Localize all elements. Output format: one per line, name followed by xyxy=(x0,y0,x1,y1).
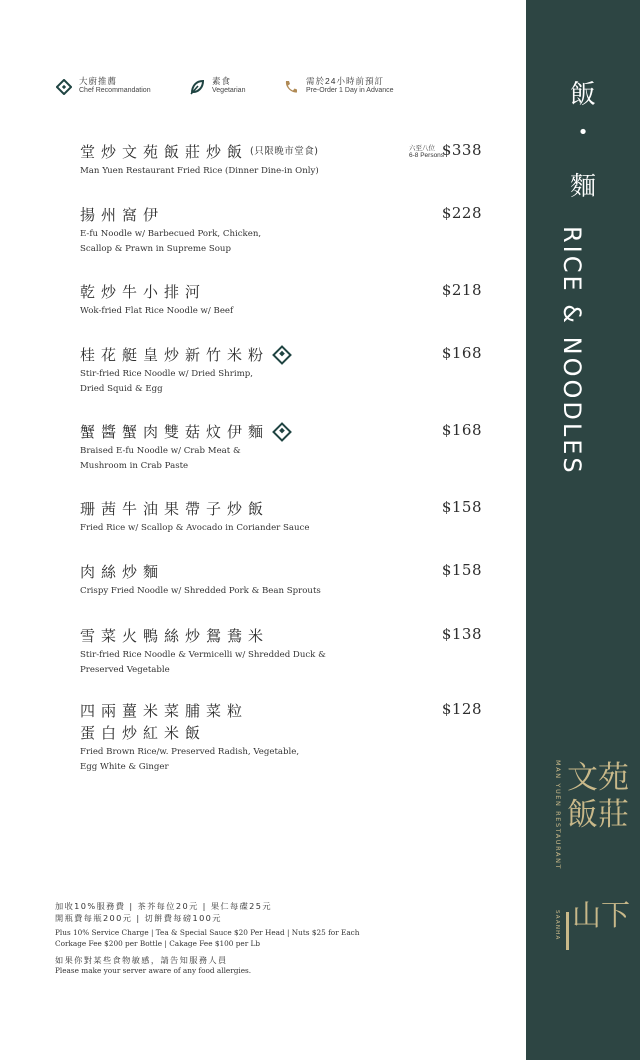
service-charge-en: Plus 10% Service Charge | Tea & Special Sauce $20 Per Head | Nuts $25 for Each xyxy=(55,928,360,937)
dish-price: $158 xyxy=(441,561,482,579)
dish-name-en: Scallop & Prawn in Supreme Soup xyxy=(80,244,231,254)
dish-name-en: Mushroom in Crab Paste xyxy=(80,461,189,471)
allergy-zh: 如果你對某些食物敏感，請告知服務人員 xyxy=(55,955,228,965)
dish-name-zh: 珊茜牛油果帶子炒飯 xyxy=(80,500,270,518)
dish-price: $228 xyxy=(441,204,482,222)
brand-zh: 文苑飯莊 xyxy=(567,760,629,833)
dish-name-en: Man Yuen Restaurant Fried Rice (Dinner Dine-in Only) xyxy=(80,166,319,176)
dish-name-zh: 雪菜火鴨絲炒鴛鴦米 xyxy=(80,627,270,645)
category-dot: • xyxy=(577,122,589,143)
menu-item xyxy=(80,498,482,536)
dish-price: $338 xyxy=(441,141,482,159)
brand-sub-zh: 山下 xyxy=(571,898,630,932)
leaf-icon xyxy=(188,78,206,96)
legend-chef-en: Chef Recommandation xyxy=(79,87,151,94)
legend-preorder-en: Pre-Order 1 Day in Advance xyxy=(306,87,394,94)
dish-price: $168 xyxy=(441,344,482,362)
dish-price: $138 xyxy=(441,625,482,643)
menu-item xyxy=(80,561,482,599)
menu-item xyxy=(80,141,482,179)
dish-price: $168 xyxy=(441,421,482,439)
service-charge-zh: 加收10%服務費 | 茶芥每位20元 | 果仁每碟25元 xyxy=(55,901,272,911)
brand-en: MAN YUEN RESTAURANT xyxy=(554,760,562,871)
dish-name-en: Stir-fried Rice Noodle w/ Dried Shrimp, xyxy=(80,369,253,379)
category-panel xyxy=(526,0,640,1060)
dish-name-en: Braised E-fu Noodle w/ Crab Meat & xyxy=(80,446,241,456)
legend-chef xyxy=(55,76,151,96)
menu-item xyxy=(80,344,482,397)
menu-item xyxy=(80,204,482,257)
persons-note xyxy=(409,145,444,159)
chef-recommend-icon xyxy=(272,422,292,442)
legend-veg-en: Vegetarian xyxy=(212,87,246,94)
menu-item xyxy=(80,421,482,474)
category-zh-noodle: 麵 xyxy=(569,172,596,202)
dish-name-zh: 肉絲炒麵 xyxy=(80,563,165,581)
dish-name-zh: 桂花艇皇炒新竹米粉 xyxy=(80,346,270,364)
dish-name-en: Stir-fried Rice Noodle & Vermicelli w/ Shredded Duck & xyxy=(80,650,326,660)
dish-name-zh: 揚州窩伊 xyxy=(80,206,165,224)
legend-vegetarian xyxy=(188,76,245,96)
dish-price: $128 xyxy=(441,700,482,718)
corkage-zh: 開瓶費每瓶200元 | 切餅費每磅100元 xyxy=(55,913,222,923)
category-zh-rice: 飯 xyxy=(569,80,596,110)
dish-name-en: Preserved Vegetable xyxy=(80,665,170,675)
menu-item xyxy=(80,281,482,319)
legend-preorder-zh: 需於24小時前預訂 xyxy=(306,76,384,86)
dish-name-zh: 蟹醬蟹肉雙菇炆伊麵 xyxy=(80,423,270,441)
category-en: RICE & NOODLES xyxy=(558,226,586,476)
dish-note: (只限晚市堂食) xyxy=(250,146,319,157)
dish-name-en: Dried Squid & Egg xyxy=(80,384,163,394)
persons-zh: 六至八位 xyxy=(409,145,435,152)
dish-name-en: Wok-fried Flat Rice Noodle w/ Beef xyxy=(80,306,234,316)
chef-recommend-icon xyxy=(272,345,292,365)
dish-name-zh: 乾炒牛小排河 xyxy=(80,283,207,301)
legend-preorder xyxy=(282,76,394,96)
dish-name-en: E-fu Noodle w/ Barbecued Pork, Chicken, xyxy=(80,229,262,239)
dish-name-en: Fried Rice w/ Scallop & Avocado in Coriander Sauce xyxy=(80,523,310,533)
corkage-en: Corkage Fee $200 per Bottle | Cakage Fee $100 per Lb xyxy=(55,938,261,948)
legend-chef-zh: 大廚推薦 xyxy=(79,76,118,86)
dish-price: $218 xyxy=(441,281,482,299)
dish-name-en: Egg White & Ginger xyxy=(80,762,169,772)
phone-icon xyxy=(282,78,300,96)
menu-item xyxy=(80,625,482,678)
legend-veg-zh: 素食 xyxy=(212,76,232,86)
diamond-icon xyxy=(55,78,73,96)
dish-name-zh-line2: 蛋白炒紅米飯 xyxy=(80,724,207,742)
allergy-en: Please make your server aware of any food allergies. xyxy=(55,966,252,975)
restaurant-logo xyxy=(554,760,634,960)
dish-price: $158 xyxy=(441,498,482,516)
footer-notes xyxy=(55,900,359,977)
dish-name-en: Fried Brown Rice/w. Preserved Radish, Vegetable, xyxy=(80,747,300,757)
menu-item xyxy=(80,700,482,775)
brand-sub-en: SAANHA xyxy=(554,910,560,941)
persons-en: 6-8 Persons xyxy=(409,152,445,159)
dish-name-zh: 四兩薑米菜脯菜粒 xyxy=(80,702,249,720)
dish-name-en: Crispy Fried Noodle w/ Shredded Pork & Bean Sprouts xyxy=(80,586,321,596)
dish-name-zh: 堂炒文苑飯莊炒飯 xyxy=(80,143,249,161)
